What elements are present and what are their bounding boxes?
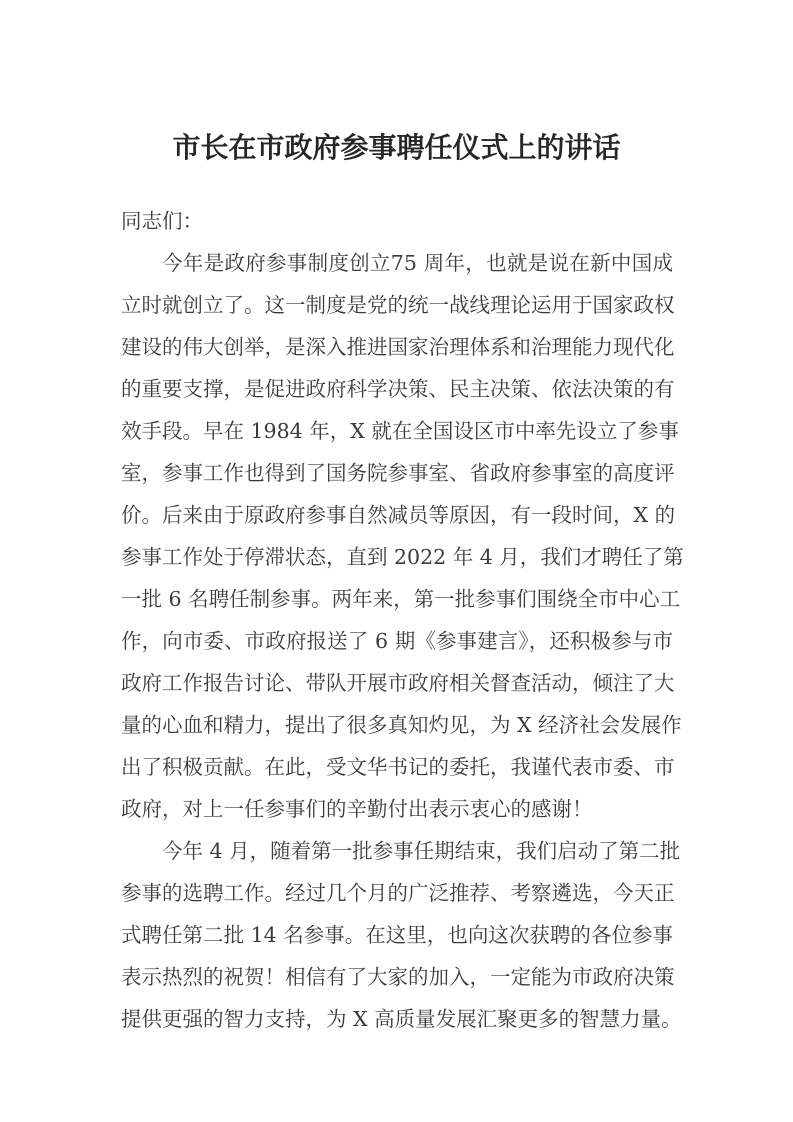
paragraph-line: 作，向市委、市政府报送了 6 期《参事建言》，还积极参与市 <box>121 629 673 653</box>
paragraph-line: 政府工作报告讨论、带队开展市政府相关督查活动，倾注了大 <box>121 671 675 695</box>
paragraph-line: 价。后来由于原政府参事自然减员等原因，有一段时间，X 的 <box>121 503 676 527</box>
paragraph-2 <box>121 830 682 1040</box>
paragraph-line: 量的心血和精力，提出了很多真知灼见，为 X 经济社会发展作 <box>121 713 682 737</box>
document-body <box>121 200 684 1040</box>
paragraph-line: 一批 6 名聘任制参事。两年来，第一批参事们围绕全市中心工 <box>121 587 681 611</box>
paragraph-line: 政府，对上一任参事们的辛勤付出表示衷心的感谢！ <box>121 797 593 821</box>
document-title: 市长在市政府参事聘任仪式上的讲话 <box>172 131 621 164</box>
paragraph-line: 表示热烈的祝贺！相信有了大家的加入，一定能为市政府决策 <box>121 965 675 989</box>
paragraph-line: 参事的选聘工作。经过几个月的广泛推荐、考察遴选，今天正 <box>121 881 675 905</box>
paragraph-line: 建设的伟大创举，是深入推进国家治理体系和治理能力现代化 <box>121 335 675 359</box>
paragraph-line: 的重要支撑，是促进政府科学决策、民主决策、依法决策的有 <box>121 377 675 401</box>
salutation: 同志们： <box>121 209 203 233</box>
paragraph-1 <box>121 242 684 830</box>
paragraph-line: 式聘任第二批 14 名参事。在这里，也向这次获聘的各位参事 <box>121 923 673 947</box>
paragraph-line: 参事工作处于停滞状态，直到 2022 年 4 月，我们才聘任了第 <box>121 545 684 569</box>
paragraph-line: 室，参事工作也得到了国务院参事室、省政府参事室的高度评 <box>121 461 675 485</box>
paragraph-line: 出了积极贡献。在此，受文华书记的委托，我谨代表市委、市 <box>121 755 675 779</box>
paragraph-line: 提供更强的智力支持，为 X 高质量发展汇聚更多的智慧力量。 <box>121 1007 682 1031</box>
paragraph-line: 效手段。早在 1984 年，X 就在全国设区市中率先设立了参事 <box>121 419 679 443</box>
paragraph-line: 立时就创立了。这一制度是党的统一战线理论运用于国家政权 <box>121 293 675 317</box>
paragraph-line: 今年 4 月，随着第一批参事任期结束，我们启动了第二批 <box>162 839 681 863</box>
paragraph-line: 今年是政府参事制度创立75 周年，也就是说在新中国成 <box>162 251 673 275</box>
